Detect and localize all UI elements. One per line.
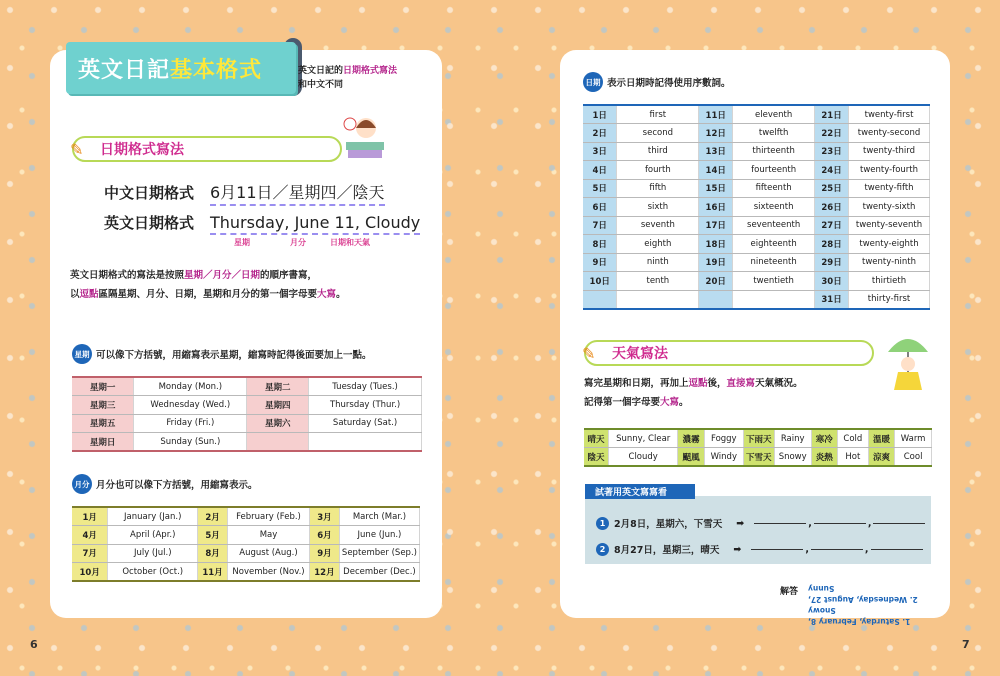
table-key-cell: 16日 bbox=[699, 198, 733, 217]
table-key-cell: 15日 bbox=[699, 179, 733, 198]
table-key-cell: 2日 bbox=[583, 124, 617, 143]
table-key-cell: 10月 bbox=[72, 563, 108, 582]
table-key-cell: 17日 bbox=[699, 216, 733, 235]
table-value-cell: November (Nov.) bbox=[228, 563, 310, 582]
table-value-cell bbox=[309, 433, 422, 452]
table-value-cell: twenty-sixth bbox=[849, 198, 930, 217]
table-key-cell: 29日 bbox=[815, 253, 849, 272]
table-value-cell: first bbox=[617, 105, 699, 124]
english-date-format-row: 英文日期格式 Thursday, June 11, Cloudy bbox=[104, 212, 420, 235]
weather-section-header: ✎ 天氣寫法 bbox=[584, 340, 874, 366]
table-row bbox=[583, 290, 930, 309]
table-value-cell: October (Oct.) bbox=[108, 563, 198, 582]
table-value-cell: Windy bbox=[704, 448, 743, 467]
weather-table bbox=[584, 428, 932, 467]
table-key-cell: 31日 bbox=[815, 290, 849, 309]
table-key-cell: 下雨天 bbox=[743, 429, 774, 448]
table-key-cell: 11日 bbox=[699, 105, 733, 124]
table-value-cell: second bbox=[617, 124, 699, 143]
table-row bbox=[583, 161, 930, 180]
table-key-cell: 星期五 bbox=[72, 414, 134, 433]
table-value-cell: twenty-first bbox=[849, 105, 930, 124]
practice-item-2: 2 8月27日，星期三，晴天 ➡ , , bbox=[596, 542, 925, 556]
table-value-cell: Saturday (Sat.) bbox=[309, 414, 422, 433]
table-value-cell: May bbox=[228, 526, 310, 545]
weekday-note: 星期 可以像下方括號，用縮寫表示星期，縮寫時記得後面要加上一點。 bbox=[72, 344, 372, 364]
table-key-cell: 5日 bbox=[583, 179, 617, 198]
table-value-cell: twenty-third bbox=[849, 142, 930, 161]
page-subtitle: 英文日記的日期格式寫法 和中文不同 bbox=[298, 66, 398, 90]
table-value-cell: twentieth bbox=[733, 272, 815, 291]
table-key-cell: 濃霧 bbox=[678, 429, 705, 448]
pencil-icon: ✎ bbox=[582, 344, 596, 363]
table-key-cell: 1月 bbox=[72, 507, 108, 526]
answer-blank[interactable] bbox=[751, 549, 803, 550]
table-value-cell: fifth bbox=[617, 179, 699, 198]
table-value-cell: Rainy bbox=[774, 429, 811, 448]
ordinal-date-table bbox=[583, 104, 930, 310]
table-row bbox=[583, 216, 930, 235]
date-note: 日期 表示日期時記得使用序數詞。 bbox=[583, 72, 731, 92]
table-key-cell: 12月 bbox=[309, 563, 339, 582]
table-value-cell: February (Feb.) bbox=[228, 507, 310, 526]
table-row bbox=[583, 105, 930, 124]
page-number-right: 7 bbox=[962, 638, 970, 651]
chinese-date-format-row: 中文日期格式 6月11日／星期四／陰天 bbox=[104, 180, 385, 206]
table-value-cell: nineteenth bbox=[733, 253, 815, 272]
answer-blank[interactable] bbox=[811, 549, 863, 550]
table-key-cell: 陰天 bbox=[584, 448, 608, 467]
table-row bbox=[584, 448, 932, 467]
table-value-cell: twelfth bbox=[733, 124, 815, 143]
table-row bbox=[72, 433, 422, 452]
table-value-cell: thirty-first bbox=[849, 290, 930, 309]
table-value-cell: tenth bbox=[617, 272, 699, 291]
page-title: 英文日記 基本格式 bbox=[66, 42, 296, 94]
table-value-cell: eighteenth bbox=[733, 235, 815, 254]
table-row bbox=[583, 272, 930, 291]
table-row bbox=[583, 179, 930, 198]
table-key-cell: 涼爽 bbox=[868, 448, 895, 467]
table-key-cell: 星期日 bbox=[72, 433, 134, 452]
table-value-cell: twenty-eighth bbox=[849, 235, 930, 254]
table-value-cell: Hot bbox=[838, 448, 869, 467]
table-key-cell: 7日 bbox=[583, 216, 617, 235]
table-key-cell: 颳風 bbox=[678, 448, 705, 467]
table-value-cell: March (Mar.) bbox=[339, 507, 419, 526]
table-key-cell: 8月 bbox=[198, 544, 228, 563]
pencil-icon: ✎ bbox=[70, 140, 84, 159]
table-row bbox=[583, 124, 930, 143]
month-table bbox=[72, 506, 420, 582]
table-value-cell: January (Jan.) bbox=[108, 507, 198, 526]
table-key-cell: 晴天 bbox=[584, 429, 608, 448]
table-value-cell: fourth bbox=[617, 161, 699, 180]
table-key-cell: 星期四 bbox=[247, 396, 309, 415]
table-key-cell: 炎熱 bbox=[811, 448, 838, 467]
table-value-cell: sixteenth bbox=[733, 198, 815, 217]
table-key-cell: 22日 bbox=[815, 124, 849, 143]
table-value-cell: Monday (Mon.) bbox=[134, 377, 247, 396]
table-value-cell: April (Apr.) bbox=[108, 526, 198, 545]
table-row bbox=[72, 396, 422, 415]
weekday-table bbox=[72, 376, 422, 452]
table-key-cell: 星期二 bbox=[247, 377, 309, 396]
table-key-cell: 23日 bbox=[815, 142, 849, 161]
table-value-cell: ninth bbox=[617, 253, 699, 272]
table-value-cell: thirtieth bbox=[849, 272, 930, 291]
practice-item-1: 1 2月8日，星期六，下雪天 ➡ , , bbox=[596, 516, 927, 530]
table-key-cell: 26日 bbox=[815, 198, 849, 217]
table-value-cell: seventeenth bbox=[733, 216, 815, 235]
format-explanation: 英文日期格式的寫法是按照星期／月分／日期的順序書寫， 以逗點區隔星期、月分、日期，星期和月分的第一個字母要大寫。 bbox=[70, 270, 346, 300]
table-key-cell: 7月 bbox=[72, 544, 108, 563]
table-key-cell: 12日 bbox=[699, 124, 733, 143]
weather-explanation: 寫完星期和日期，再加上逗點後，直接寫天氣概況。 記得第一個字母要大寫。 bbox=[584, 378, 803, 408]
answer-blank[interactable] bbox=[871, 549, 923, 550]
table-value-cell: twenty-second bbox=[849, 124, 930, 143]
table-value-cell bbox=[617, 290, 699, 309]
table-row bbox=[583, 235, 930, 254]
girl-reading-illustration bbox=[342, 112, 388, 160]
month-sublabel: 月分 bbox=[290, 238, 306, 247]
table-key-cell: 5月 bbox=[198, 526, 228, 545]
table-value-cell: Tuesday (Tues.) bbox=[309, 377, 422, 396]
table-value-cell: twenty-seventh bbox=[849, 216, 930, 235]
table-key-cell: 24日 bbox=[815, 161, 849, 180]
date-badge: 日期 bbox=[583, 72, 603, 92]
answer-blank[interactable] bbox=[814, 523, 866, 524]
table-key-cell: 2月 bbox=[198, 507, 228, 526]
table-value-cell: Thursday (Thur.) bbox=[309, 396, 422, 415]
table-row bbox=[72, 544, 420, 563]
table-key-cell: 21日 bbox=[815, 105, 849, 124]
table-row bbox=[72, 377, 422, 396]
table-value-cell: September (Sep.) bbox=[339, 544, 419, 563]
table-value-cell: Cool bbox=[895, 448, 932, 467]
table-key-cell: 3日 bbox=[583, 142, 617, 161]
table-key-cell: 28日 bbox=[815, 235, 849, 254]
table-key-cell: 11月 bbox=[198, 563, 228, 582]
table-key-cell: 18日 bbox=[699, 235, 733, 254]
table-key-cell: 6日 bbox=[583, 198, 617, 217]
table-key-cell: 1日 bbox=[583, 105, 617, 124]
table-value-cell: twenty-fifth bbox=[849, 179, 930, 198]
table-key-cell: 9月 bbox=[309, 544, 339, 563]
table-key-cell: 寒冷 bbox=[811, 429, 838, 448]
table-row bbox=[583, 198, 930, 217]
answer-label: 解答 bbox=[780, 587, 799, 597]
table-value-cell: thirteenth bbox=[733, 142, 815, 161]
table-row bbox=[584, 429, 932, 448]
table-key-cell bbox=[699, 290, 733, 309]
table-value-cell: Sunday (Sun.) bbox=[134, 433, 247, 452]
table-key-cell: 14日 bbox=[699, 161, 733, 180]
table-value-cell: Sunny, Clear bbox=[608, 429, 677, 448]
table-key-cell: 6月 bbox=[309, 526, 339, 545]
table-row bbox=[72, 507, 420, 526]
table-key-cell: 19日 bbox=[699, 253, 733, 272]
table-key-cell: 13日 bbox=[699, 142, 733, 161]
answer-blank[interactable] bbox=[754, 523, 806, 524]
table-value-cell: fifteenth bbox=[733, 179, 815, 198]
table-row bbox=[72, 563, 420, 582]
arrow-icon: ➡ bbox=[736, 517, 745, 529]
table-value-cell: Foggy bbox=[704, 429, 743, 448]
table-key-cell: 溫暖 bbox=[868, 429, 895, 448]
child-with-umbrella-illustration bbox=[884, 330, 932, 396]
table-key-cell: 20日 bbox=[699, 272, 733, 291]
table-key-cell: 4月 bbox=[72, 526, 108, 545]
table-value-cell: August (Aug.) bbox=[228, 544, 310, 563]
weekday-sublabel: 星期 bbox=[234, 238, 250, 247]
date-format-section-header: ✎ 日期格式寫法 bbox=[72, 136, 342, 162]
table-key-cell: 9日 bbox=[583, 253, 617, 272]
table-key-cell: 3月 bbox=[309, 507, 339, 526]
table-key-cell: 4日 bbox=[583, 161, 617, 180]
table-key-cell: 25日 bbox=[815, 179, 849, 198]
table-row bbox=[583, 253, 930, 272]
table-row bbox=[72, 414, 422, 433]
table-value-cell: Cold bbox=[838, 429, 869, 448]
table-value-cell: fourteenth bbox=[733, 161, 815, 180]
table-value-cell: Snowy bbox=[774, 448, 811, 467]
day-weather-sublabel: 日期和天氣 bbox=[330, 238, 370, 247]
table-value-cell: Friday (Fri.) bbox=[134, 414, 247, 433]
table-value-cell: eleventh bbox=[733, 105, 815, 124]
table-key-cell: 星期六 bbox=[247, 414, 309, 433]
table-key-cell: 下雪天 bbox=[743, 448, 774, 467]
upside-down-answers: 1. Saturday, February 8, Snowy 2. Wednesday, August 27, Sunny bbox=[808, 584, 918, 626]
table-value-cell: December (Dec.) bbox=[339, 563, 419, 582]
page-number-left: 6 bbox=[30, 638, 38, 651]
table-value-cell: twenty-fourth bbox=[849, 161, 930, 180]
table-key-cell: 10日 bbox=[583, 272, 617, 291]
table-key-cell: 星期一 bbox=[72, 377, 134, 396]
table-value-cell: June (Jun.) bbox=[339, 526, 419, 545]
practice-title: 試著用英文寫寫看 bbox=[585, 484, 695, 499]
table-key-cell: 星期三 bbox=[72, 396, 134, 415]
table-value-cell: sixth bbox=[617, 198, 699, 217]
table-value-cell: Warm bbox=[895, 429, 932, 448]
arrow-icon: ➡ bbox=[733, 543, 742, 555]
table-key-cell: 30日 bbox=[815, 272, 849, 291]
table-key-cell: 8日 bbox=[583, 235, 617, 254]
table-value-cell: Cloudy bbox=[608, 448, 677, 467]
table-value-cell: seventh bbox=[617, 216, 699, 235]
table-value-cell: twenty-ninth bbox=[849, 253, 930, 272]
table-key-cell: 27日 bbox=[815, 216, 849, 235]
month-note: 月分 月分也可以像下方括號，用縮寫表示。 bbox=[72, 474, 258, 494]
table-value-cell: July (Jul.) bbox=[108, 544, 198, 563]
table-value-cell bbox=[733, 290, 815, 309]
table-row bbox=[72, 526, 420, 545]
month-badge: 月分 bbox=[72, 474, 92, 494]
table-value-cell: third bbox=[617, 142, 699, 161]
answer-blank[interactable] bbox=[873, 523, 925, 524]
table-key-cell bbox=[247, 433, 309, 452]
table-row bbox=[583, 142, 930, 161]
table-key-cell bbox=[583, 290, 617, 309]
table-value-cell: eighth bbox=[617, 235, 699, 254]
table-value-cell: Wednesday (Wed.) bbox=[134, 396, 247, 415]
weekday-badge: 星期 bbox=[72, 344, 92, 364]
